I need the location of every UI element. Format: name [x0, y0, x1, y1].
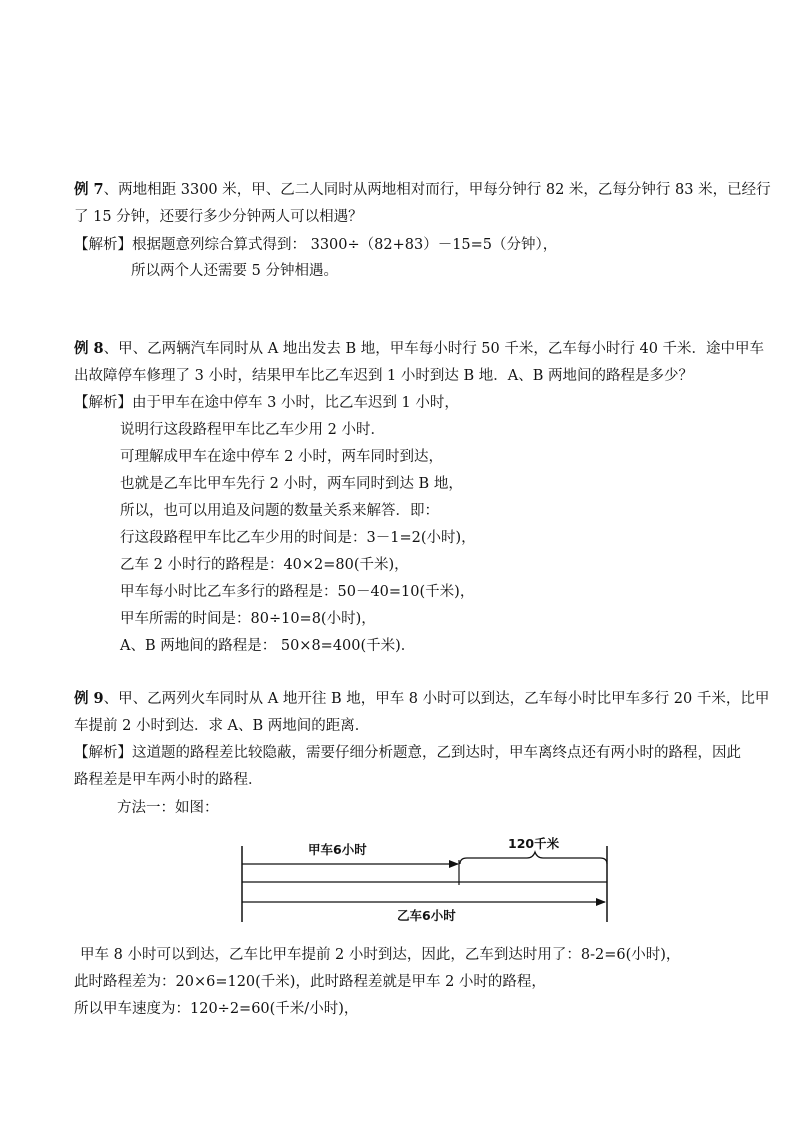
example-8-line-1: [74, 339, 764, 359]
example-8-step: 甲车每小时比乙车多行的路程是：50－40=10(千米)，: [120, 584, 475, 600]
example-7-solution-line-2: 所以两个人还需要 5 分钟相遇。: [131, 263, 338, 279]
example-8-step: 可理解成甲车在途中停车 2 小时，两车同时到达，: [120, 449, 443, 465]
example-9-after-line: 甲车 8 小时可以到达，乙车比甲车提前 2 小时到达，因此，乙车到达时用了：8-2=6(小时)，: [80, 947, 681, 963]
solution-tag: 【解析】: [74, 237, 132, 253]
brace-icon: [460, 852, 607, 864]
example-7-solution: [74, 235, 557, 255]
solution-tag: 【解析】: [74, 745, 132, 761]
example-7-label: 例 7: [74, 181, 104, 198]
example-9-line-2: 车提前 2 小时到达．求 A、B 两地间的距离．: [74, 718, 370, 734]
example-8-line-2: 出故障停车修理了 3 小时，结果甲车比乙车迟到 1 小时到达 B 地．A、B 两地间的路程是多少？: [74, 368, 693, 384]
example-7-text-1: 、两地相距 3300 米，甲、乙二人同时从两地相对而行，甲每分钟行 82 米，乙每分钟行 83 米，已经行: [103, 182, 771, 198]
yi-6h-label: 乙车6小时: [397, 908, 456, 923]
example-9-text-1: 、甲、乙两列火车同时从 A 地开往 B 地，甲车 8 小时可以到达，乙车每小时比甲车多行 20 千米，比甲: [103, 691, 770, 707]
example-9-solution-text: 这道题的路程差比较隐蔽，需要仔细分析题意，乙到达时，甲车离终点还有两小时的路程，因此: [132, 745, 741, 761]
example-7-line-1: [74, 180, 771, 200]
example-7-solution-text: 根据题意列综合算式得到： 3300÷（82+83）－15=5（分钟），: [132, 237, 558, 253]
example-8-step: 甲车所需的时间是：80÷10=8(小时)，: [120, 611, 376, 627]
example-8-label: 例 8: [74, 340, 104, 357]
solution-tag: 【解析】: [74, 395, 132, 411]
example-8-step: 乙车 2 小时行的路程是：40×2=80(千米)，: [120, 557, 409, 573]
distance-120km-label: 120千米: [508, 836, 560, 851]
example-8-text-1: 、甲、乙两辆汽车同时从 A 地出发去 B 地，甲车每小时行 50 千米，乙车每小时行 40 千米．途中甲车: [103, 341, 765, 357]
example-8-step: 所以，也可以用追及问题的数量关系来解答．即：: [120, 503, 439, 519]
example-9-solution-line-2: 路程差是甲车两小时的路程．: [74, 772, 263, 788]
jia-6h-label: 甲车6小时: [308, 842, 367, 857]
example-8-solution: [74, 393, 459, 413]
example-8-step: 行这段路程甲车比乙车少用的时间是：3－1=2(小时)，: [120, 530, 476, 546]
example-8-step: 说明行这段路程甲车比乙车少用 2 小时．: [120, 422, 385, 438]
distance-diagram: [0, 830, 794, 940]
example-7-line-2: 了 15 分钟，还要行多少分钟两人可以相遇？: [74, 209, 363, 225]
example-9-line-1: [74, 689, 769, 709]
example-9-after-line: 此时路程差为：20×6=120(千米)，此时路程差就是甲车 2 小时的路程，: [74, 974, 546, 990]
example-9-solution: [74, 743, 741, 763]
method-one-label: 方法一：如图：: [117, 800, 219, 816]
example-8-solution-text: 由于甲车在途中停车 3 小时，比乙车迟到 1 小时，: [132, 395, 459, 411]
example-9-after-line: 所以甲车速度为：120÷2=60(千米/小时)，: [74, 1001, 359, 1017]
example-8-step: 也就是乙车比甲车先行 2 小时，两车同时到达 B 地，: [120, 476, 463, 492]
example-9-label: 例 9: [74, 690, 104, 707]
example-8-step: A、B 两地间的路程是： 50×8=400(千米)．: [120, 638, 416, 654]
